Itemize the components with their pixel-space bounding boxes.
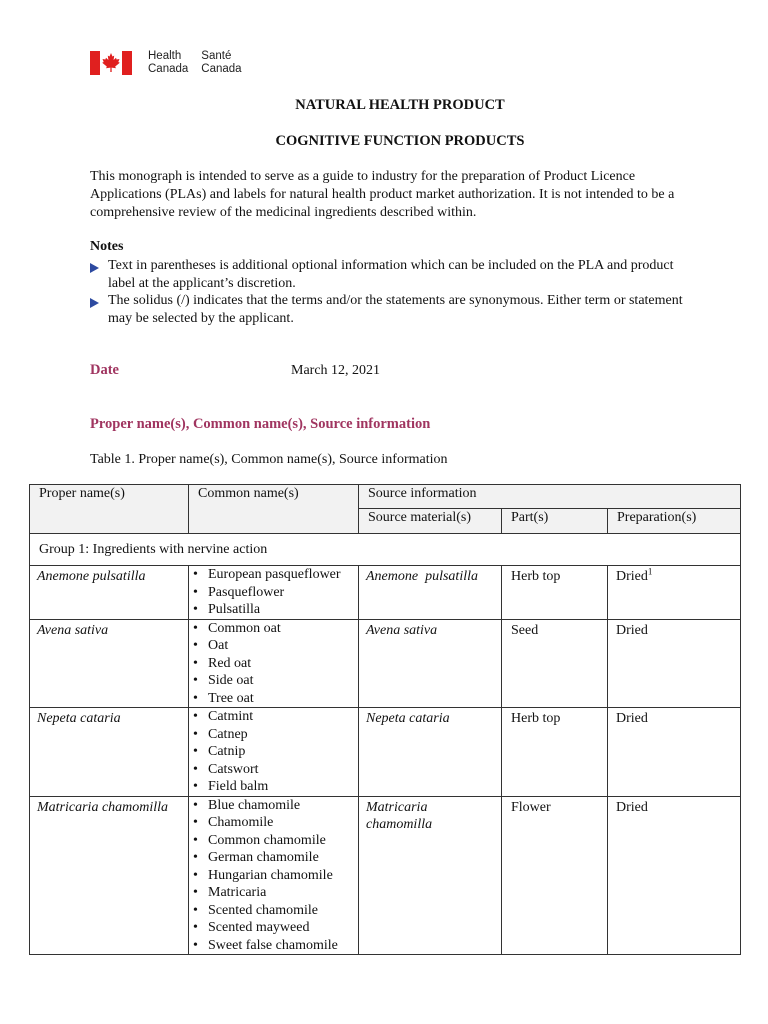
header-common-name: Common name(s) xyxy=(189,485,359,534)
source-material-cell: Anemone pulsatilla xyxy=(359,566,502,620)
source-material-cell: Matricaria chamomilla xyxy=(359,796,502,955)
common-name-item: • Red oat xyxy=(192,655,358,673)
logo-sante: Santé xyxy=(201,50,232,62)
common-name-item: • Common oat xyxy=(192,620,358,638)
common-names-cell xyxy=(189,619,359,708)
ingredients-table xyxy=(29,484,741,955)
arrow-bullet-icon xyxy=(90,263,99,273)
common-name-item: • Field balm xyxy=(192,778,358,796)
arrow-bullet-icon xyxy=(90,298,99,308)
common-name-item: • Catnip xyxy=(192,743,358,761)
preparation-cell: Dried xyxy=(608,619,741,708)
logo-health: Health xyxy=(148,50,182,62)
preparation-cell xyxy=(608,566,741,620)
source-material-cell: Avena sativa xyxy=(359,619,502,708)
part-cell: Seed xyxy=(502,619,608,708)
intro-paragraph: This monograph is intended to serve as a guide to industry for the preparation of Product Licence Applications (PLAs) and labels for natural health product market authorization. It is not intended to be a comprehensive review of the medicinal ingredients described within. xyxy=(90,169,675,220)
common-name-item: • European pasqueflower xyxy=(192,566,358,584)
common-name-item: • Tree oat xyxy=(192,690,358,708)
notes-heading: Notes xyxy=(90,239,124,254)
common-name-item: • German chamomile xyxy=(192,849,358,867)
footnote-marker: 1 xyxy=(647,566,653,577)
group-label: Group 1: Ingredients with nervine action xyxy=(30,534,741,566)
proper-name-cell: Anemone pulsatilla xyxy=(30,566,189,620)
common-names-cell xyxy=(189,796,359,955)
table-row xyxy=(30,566,741,620)
note-text: Text in parentheses is additional optional information which can be included on the PLA and product label at the applicant’s discretion. xyxy=(108,258,674,291)
header-source-material: Source material(s) xyxy=(359,509,502,534)
section-heading: Proper name(s), Common name(s), Source information xyxy=(90,416,431,432)
header-proper-name: Proper name(s) xyxy=(30,485,189,534)
part-cell: Herb top xyxy=(502,708,608,797)
proper-name-cell: Nepeta cataria xyxy=(30,708,189,797)
date-label: Date xyxy=(90,362,119,378)
proper-name-cell: Matricaria chamomilla xyxy=(30,796,189,955)
note-text: The solidus (/) indicates that the terms and/or the statements are synonymous. Either term or statement may be selected by the applicant. xyxy=(108,293,683,326)
common-name-item: • Scented chamomile xyxy=(192,902,358,920)
common-name-item: • Catswort xyxy=(192,761,358,779)
common-name-item: • Scented mayweed xyxy=(192,919,358,937)
common-name-item: • Catnep xyxy=(192,726,358,744)
common-name-item: • Hungarian chamomile xyxy=(192,867,358,885)
header-preparation: Preparation(s) xyxy=(608,509,741,534)
table-row xyxy=(30,619,741,708)
common-name-item: • Pulsatilla xyxy=(192,601,358,619)
part-cell: Flower xyxy=(502,796,608,955)
notes-list xyxy=(90,257,690,327)
common-name-item: • Sweet false chamomile xyxy=(192,937,358,955)
logo-canada-fr: Canada xyxy=(201,62,242,75)
canada-flag-icon xyxy=(90,51,132,75)
header-parts: Part(s) xyxy=(502,509,608,534)
source-material-cell: Nepeta cataria xyxy=(359,708,502,797)
common-name-item: • Catmint xyxy=(192,708,358,726)
proper-name-cell: Avena sativa xyxy=(30,619,189,708)
common-name-item: • Oat xyxy=(192,637,358,655)
preparation-text: Dried xyxy=(616,569,648,584)
logo-wordmark xyxy=(148,50,255,75)
common-names-cell xyxy=(189,566,359,620)
common-name-item: • Pasqueflower xyxy=(192,584,358,602)
common-name-item: • Chamomile xyxy=(192,814,358,832)
note-item xyxy=(90,257,690,292)
preparation-cell: Dried xyxy=(608,708,741,797)
table-caption: Table 1. Proper name(s), Common name(s), Source information xyxy=(90,452,448,467)
preparation-cell: Dried xyxy=(608,796,741,955)
health-canada-logo xyxy=(90,50,255,75)
table-row xyxy=(30,796,741,955)
header-source-information: Source information xyxy=(359,485,741,509)
document-title: NATURAL HEALTH PRODUCT xyxy=(295,97,505,113)
table-row xyxy=(30,708,741,797)
document-subtitle: COGNITIVE FUNCTION PRODUCTS xyxy=(275,133,525,149)
note-item xyxy=(90,292,690,327)
part-cell: Herb top xyxy=(502,566,608,620)
common-name-item: • Common chamomile xyxy=(192,832,358,850)
date-value: March 12, 2021 xyxy=(291,363,381,378)
logo-canada-en: Canada xyxy=(148,62,189,75)
common-names-cell xyxy=(189,708,359,797)
common-name-item: • Side oat xyxy=(192,672,358,690)
common-name-item: • Blue chamomile xyxy=(192,797,358,815)
common-name-item: • Matricaria xyxy=(192,884,358,902)
